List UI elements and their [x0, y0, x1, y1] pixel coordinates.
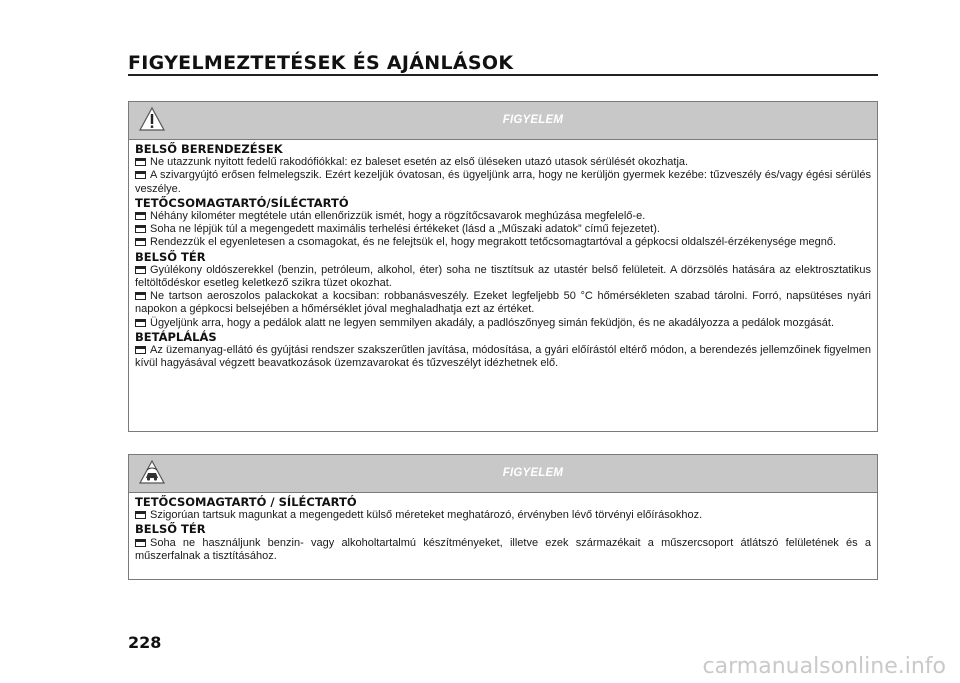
section-title: BELSŐ TÉR: [135, 249, 206, 264]
list-item: Szigorúan tartsuk magunkat a megengedett külső méreteket meghatározó, érvényben lévő törvényi előírásokhoz.: [135, 509, 871, 522]
section-title: TETŐCSOMAGTARTÓ / SÍLÉCTARTÓ: [135, 495, 357, 509]
bullet-icon: [135, 225, 146, 233]
list-item: Soha ne használjunk benzin- vagy alkoholtartalmú készítményeket, illetve ezek származékait a műszercsoport átlátszó felületének és a műszerfalnak a tisztításához.: [135, 536, 871, 562]
bullet-icon: [135, 539, 146, 547]
bullet-icon: [135, 238, 146, 246]
list-item: Soha ne lépjük túl a megengedett maximális terhelési értékeket (lásd a „Műszaki adatok” című fejezetet).: [135, 223, 871, 236]
list-item: Rendezzük el egyenletesen a csomagokat, és ne felejtsük el, hogy megrakott tetőcsomagtartóval a gépkocsi oldalszél-érzékenysége megnő.: [135, 236, 871, 249]
section-title: BETÁPLÁLÁS: [135, 329, 217, 344]
warning-box-2: [128, 454, 878, 580]
section-title: BELSŐ BERENDEZÉSEK: [135, 142, 283, 156]
warning-box-2-header: [129, 455, 877, 493]
list-item: Ügyeljünk arra, hogy a pedálok alatt ne legyen semmilyen akadály, a padlószőnyeg simán feküdjön, és ne akadályozza a pedálok mozgását.: [135, 317, 871, 330]
list-item: Néhány kilométer megtétele után ellenőrizzük ismét, hogy a rögzítőcsavarok meghúzása megfelelő-e.: [135, 210, 871, 223]
bullet-icon: [135, 171, 146, 179]
title-rule: [128, 74, 878, 76]
warning-box-1-label: FIGYELEM: [502, 114, 564, 126]
bullet-icon: [135, 292, 146, 300]
page-title: FIGYELMEZTETÉSEK ÉS AJÁNLÁSOK: [128, 52, 514, 74]
warning-box-2-label: FIGYELEM: [502, 467, 564, 479]
watermark: carmanualsonline.info: [702, 654, 946, 679]
warning-box-1: [128, 101, 878, 432]
warning-box-1-header: [129, 102, 877, 140]
bullet-icon: [135, 266, 146, 274]
page-number: 228: [128, 633, 162, 652]
bullet-icon: [135, 319, 146, 327]
list-item: A szivargyújtó erősen felmelegszik. Ezért kezeljük óvatosan, és ügyeljünk arra, hogy ne kerüljön gyermek kezébe: tűzveszély és/vagy égési sérülés veszélye.: [135, 169, 871, 195]
bullet-icon: [135, 511, 146, 519]
section-title: TETŐCSOMAGTARTÓ/SÍLÉCTARTÓ: [135, 195, 349, 210]
list-item: Az üzemanyag-ellátó és gyújtási rendszer szakszerűtlen javítása, módosítása, a gyári előírástól eltérő módon, a berendezés jellemzőinek figyelmen kívül hagyásával végzett beavatkozások üzemzavarokat és tűzveszélyt idézhetnek elő.: [135, 344, 871, 370]
list-item: Gyúlékony oldószerekkel (benzin, petróleum, alkohol, éter) soha ne tisztítsuk az utastér belső felületeit. A dörzsölés hatására az elektrosztatikus feltöltődéskor esetleg keletkező szikra tüzet okozhat.: [135, 263, 871, 290]
list-item: Ne utazzunk nyitott fedelű rakodófiókkal: ez baleset esetén az első üléseken utazó utasok sérülését okozhatja.: [135, 156, 871, 169]
bullet-icon: [135, 158, 146, 166]
bullet-icon: [135, 212, 146, 220]
list-item: Ne tartson aeroszolos palackokat a kocsiban: robbanásveszély. Ezeket legfeljebb 50 °C hőmérsékleten szabad tárolni. Forró, napsütéses nyári napokon a gépkocsi belsejében a hőmérséklet jóval meghaladhatja ezt az értéket.: [135, 290, 871, 316]
bullet-icon: [135, 346, 146, 354]
section-title: BELSŐ TÉR: [135, 522, 206, 537]
